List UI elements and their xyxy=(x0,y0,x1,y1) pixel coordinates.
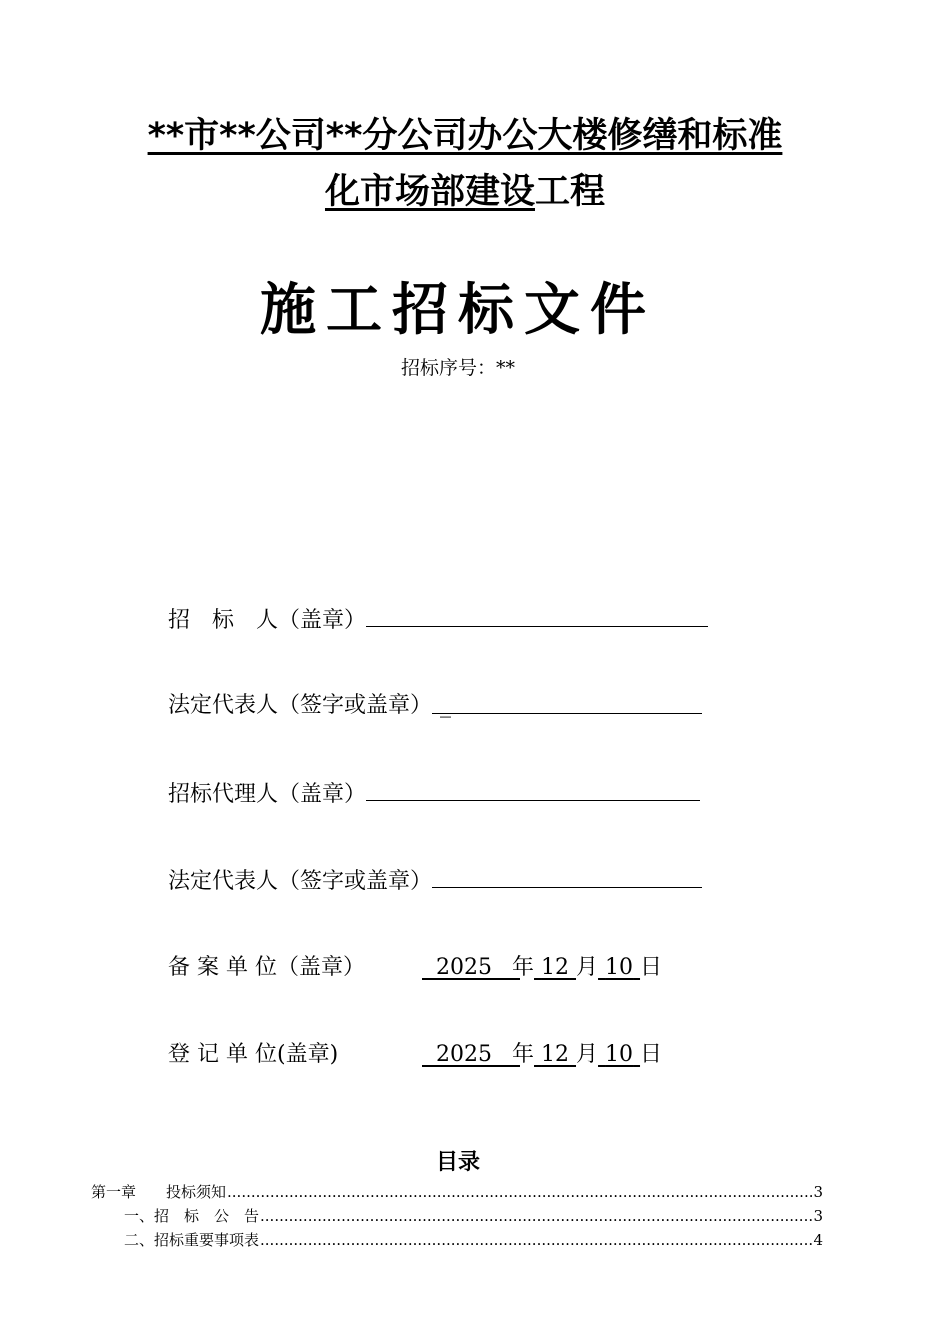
record-unit-label: 备 案 单 位（盖章） xyxy=(168,955,365,980)
toc-entry[interactable] xyxy=(91,1182,823,1202)
tenderer-signature-line[interactable] xyxy=(366,604,708,627)
tender-serial-number: 招标序号：** xyxy=(400,357,515,379)
tenderer-field xyxy=(168,604,708,636)
toc-entry-page: 3 xyxy=(813,1207,823,1225)
register-unit-month-suffix: 月 xyxy=(576,1042,599,1067)
record-unit-year-suffix: 年 xyxy=(512,955,535,980)
tenderer-label: 招 标 人（盖章） xyxy=(168,608,367,633)
toc-leader-dots xyxy=(227,1182,812,1202)
toc-entry-label: 第一章 投标须知 xyxy=(91,1183,227,1201)
register-unit-year: 2025 xyxy=(436,1042,492,1067)
project-title-underlined-part: 化市场部建设 xyxy=(324,172,535,212)
toc-leader-dots xyxy=(260,1230,812,1250)
register-unit-field xyxy=(168,1040,662,1070)
legal-rep-label-1: 法定代表人（签字或盖章） xyxy=(168,693,433,718)
agent-field xyxy=(168,778,700,810)
document-title: 施工招标文件 xyxy=(260,278,656,343)
toc-leader-dots xyxy=(260,1206,812,1226)
agent-signature-line[interactable] xyxy=(366,778,700,801)
toc-entry[interactable] xyxy=(124,1206,823,1226)
register-unit-year-suffix: 年 xyxy=(512,1042,535,1067)
record-unit-field xyxy=(168,953,662,983)
legal-rep-label-2: 法定代表人（签字或盖章） xyxy=(168,869,433,894)
toc-title: 目录 xyxy=(435,1150,480,1175)
record-unit-year: 2025 xyxy=(436,955,492,980)
register-unit-day-suffix: 日 xyxy=(640,1042,663,1067)
record-unit-month-suffix: 月 xyxy=(576,955,599,980)
agent-label: 招标代理人（盖章） xyxy=(168,782,367,807)
record-unit-day: 10 xyxy=(605,955,634,980)
legal-rep-signature-line-1[interactable] xyxy=(432,691,702,718)
record-unit-month: 12 xyxy=(541,955,570,980)
legal-rep-field-2 xyxy=(168,865,702,897)
toc-entry[interactable] xyxy=(124,1230,823,1250)
project-title-line-1: **市**公司**分公司办公大楼修缮和标准 xyxy=(147,116,783,156)
record-unit-day-suffix: 日 xyxy=(640,955,663,980)
project-title-rest: 工程 xyxy=(535,172,606,212)
legal-rep-signature-line-2[interactable] xyxy=(432,865,702,888)
register-unit-month: 12 xyxy=(541,1042,570,1067)
register-unit-label: 登 记 单 位(盖章) xyxy=(168,1042,339,1067)
toc-entry-page: 4 xyxy=(813,1231,823,1249)
toc-entry-label: 一、招 标 公 告 xyxy=(124,1207,260,1225)
legal-rep-mark: _ xyxy=(440,693,452,718)
project-title-line-2 xyxy=(0,170,940,214)
register-unit-day: 10 xyxy=(605,1042,634,1067)
toc-entry-label: 二、招标重要事项表 xyxy=(124,1231,260,1249)
toc-entry-page: 3 xyxy=(813,1183,823,1201)
legal-rep-field-1 xyxy=(168,691,702,721)
